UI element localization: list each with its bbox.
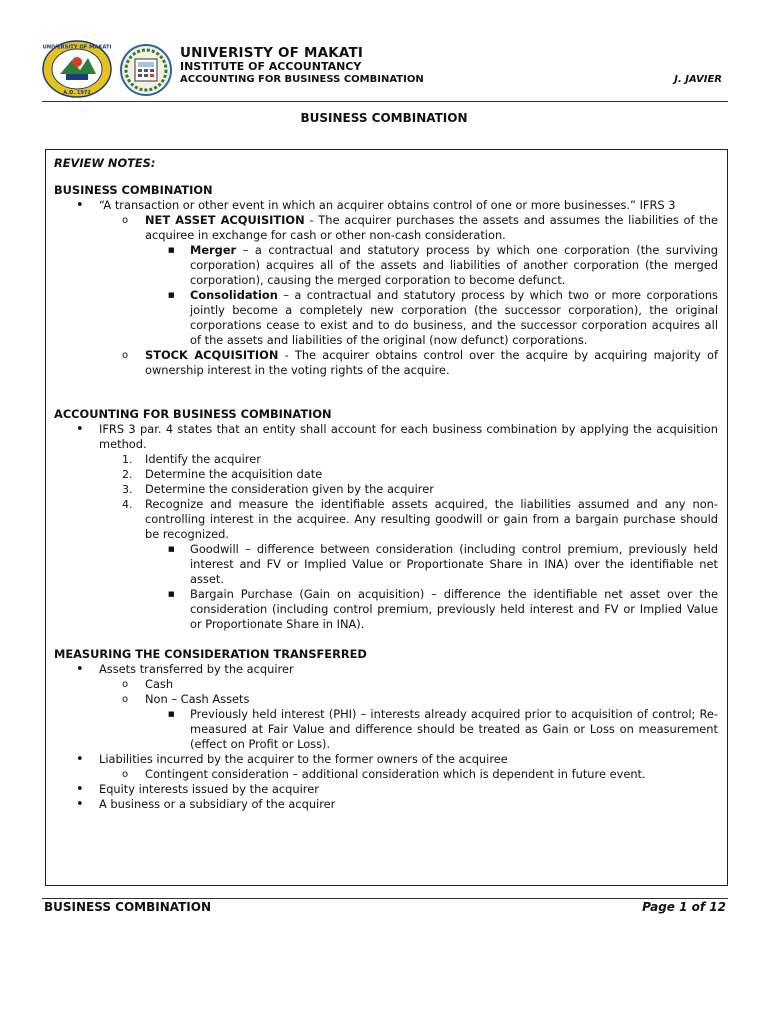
footer-title: BUSINESS COMBINATION	[44, 900, 212, 914]
definition-text: “A transaction or other event in which an acquirer obtains control of one or more businesses.” IFRS 3	[99, 198, 676, 212]
footer-divider	[42, 898, 728, 899]
term-merger: Merger	[190, 243, 237, 257]
square-bullet-icon: ■	[168, 590, 175, 598]
square-bullet-icon: ■	[168, 246, 175, 254]
header-divider	[42, 101, 728, 102]
step-text: Determine the acquisition date	[145, 467, 323, 481]
square-bullet-icon: ■	[168, 710, 175, 718]
list-item	[54, 213, 718, 243]
bullet-icon: •	[76, 198, 84, 213]
list-item	[54, 587, 718, 632]
section-heading-accounting: ACCOUNTING FOR BUSINESS COMBINATION	[54, 407, 332, 421]
document-title: BUSINESS COMBINATION	[300, 111, 468, 125]
bullet-icon: •	[76, 782, 84, 797]
list-item	[54, 348, 718, 378]
numbered-step: 1. Identify the acquirer	[122, 452, 261, 466]
section-heading-consideration: MEASURING THE CONSIDERATION TRANSFERRED	[54, 647, 367, 661]
university-seal-logo	[42, 40, 112, 98]
list-item	[54, 707, 718, 752]
page-header	[42, 40, 728, 100]
institute-name: INSTITUTE OF ACCOUNTANCY	[180, 60, 362, 73]
business-text: A business or a subsidiary of the acquirer	[99, 797, 336, 811]
circle-bullet-icon: o	[122, 350, 129, 361]
equity-text: Equity interests issued by the acquirer	[99, 782, 319, 796]
ifrs-intro-text: IFRS 3 par. 4 states that an entity shall account for each business combination by applying the acquisition method.	[99, 422, 718, 451]
bullet-icon: •	[76, 662, 84, 677]
seal-text-top: UNIVERSITY OF MAKATI	[42, 44, 112, 51]
consolidation-text: – a contractual and statutory process by which two or more corporations jointly become a completely new corporation (the successor corporation), the original corporations cease to exist and to do business, and the successor corporation acquires all of the assets and liabilities of the original (now defunct) corporations.	[190, 288, 718, 347]
net-asset-text: - The acquirer purchases the assets and assumes the liabilities of the acquiree in exchange for cash or other non-cash consideration.	[145, 213, 718, 242]
liabilities-text: Liabilities incurred by the acquirer to the former owners of the acquiree	[99, 752, 508, 766]
list-item	[54, 542, 718, 587]
list-item	[54, 198, 718, 213]
assets-text: Assets transferred by the acquirer	[99, 662, 294, 676]
list-item	[54, 692, 718, 707]
circle-bullet-icon: o	[122, 215, 129, 226]
bullet-icon: •	[76, 752, 84, 767]
circle-bullet-icon: o	[122, 694, 129, 705]
cash-text: Cash	[145, 677, 174, 691]
review-notes-content	[54, 156, 718, 812]
list-item	[54, 767, 718, 782]
institute-logo	[120, 44, 172, 96]
term-stock-acquisition: STOCK ACQUISITION	[145, 348, 279, 362]
list-item	[54, 662, 718, 677]
term-net-asset-acquisition: NET ASSET ACQUISITION	[145, 213, 305, 227]
numbered-step: 2. Determine the acquisition date	[122, 467, 323, 481]
square-bullet-icon: ■	[168, 545, 175, 553]
numbered-step: 3. Determine the consideration given by the acquirer	[122, 482, 434, 496]
list-item	[54, 288, 718, 348]
step-text: Determine the consideration given by the acquirer	[145, 482, 434, 496]
author-name: J. JAVIER	[674, 74, 722, 85]
noncash-text: Non – Cash Assets	[145, 692, 250, 706]
section-heading-business-combination: BUSINESS COMBINATION	[54, 183, 213, 197]
page-number: Page 1 of 12	[642, 900, 726, 914]
list-item	[54, 797, 718, 812]
list-item	[54, 677, 718, 692]
university-name: UNIVERISTY OF MAKATI	[180, 45, 364, 61]
bullet-icon: •	[76, 422, 84, 437]
square-bullet-icon: ■	[168, 291, 175, 299]
contingent-text: Contingent consideration – additional consideration which is dependent in future event.	[145, 767, 646, 781]
term-consolidation: Consolidation	[190, 288, 278, 302]
list-item	[54, 243, 718, 288]
seal-text-bottom: A.D. 1972	[63, 90, 91, 96]
circle-bullet-icon: o	[122, 679, 129, 690]
goodwill-text: Goodwill – difference between consideration (including control premium, previously held interest and FV or Implied Value or Proportionate Share in INA) over the identifiable net asset.	[190, 542, 718, 586]
phi-text: Previously held interest (PHI) – interests already acquired prior to acquisition of control; Re-measured at Fair Value and difference should be treated as Gain or Loss on measurement (effect on Profit or Loss).	[190, 707, 718, 751]
circle-bullet-icon: o	[122, 769, 129, 780]
course-name: ACCOUNTING FOR BUSINESS COMBINATION	[180, 74, 424, 85]
review-notes-label: REVIEW NOTES:	[54, 156, 156, 170]
list-item	[54, 782, 718, 797]
numbered-step: 4. Recognize and measure the identifiable assets acquired, the liabilities assumed and any non-controlling interest in the acquiree. Any resulting goodwill or gain from a bargain purchase should be recognized.	[122, 497, 718, 541]
bullet-icon: •	[76, 797, 84, 812]
merger-text: – a contractual and statutory process by which one corporation (the surviving corporation) acquires all of the assets and liabilities of another corporation (the merged corporation), causing the merged corporation to become defunct.	[190, 243, 718, 287]
header-titles	[180, 46, 424, 86]
list-item	[54, 422, 718, 452]
step-text: Identify the acquirer	[145, 452, 261, 466]
bargain-purchase-text: Bargain Purchase (Gain on acquisition) – difference the identifiable net asset over the consideration (including control premium, previously held interest and FV or Implied Value or Proportionate Share in INA).	[190, 587, 718, 631]
step-text: Recognize and measure the identifiable assets acquired, the liabilities assumed and any non-controlling interest in the acquiree. Any resulting goodwill or gain from a bargain purchase should be recognized.	[145, 497, 718, 541]
stock-acquisition-text: - The acquirer obtains control over the acquire by acquiring majority of ownership interest in the voting rights of the acquire.	[145, 348, 719, 377]
list-item	[54, 752, 718, 767]
